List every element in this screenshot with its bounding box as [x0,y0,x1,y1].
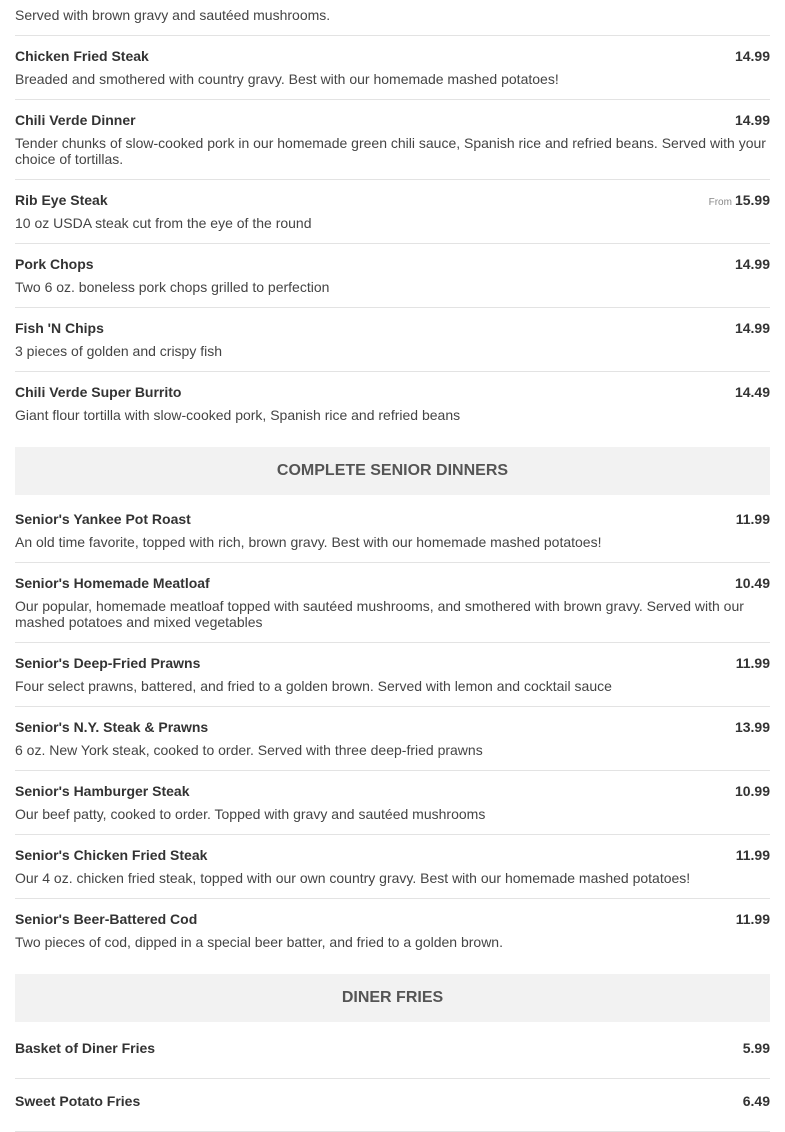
item-description: Breaded and smothered with country gravy. Best with our homemade mashed potatoes! [15,71,559,87]
fries-list [15,1022,770,1132]
item-description: Four select prawns, battered, and fried to a golden brown. Served with lemon and cocktail sauce [15,678,612,694]
item-description: 6 oz. New York steak, cooked to order. Served with three deep-fried prawns [15,742,483,758]
item-name: Fish 'N Chips [15,320,104,336]
item-price: 14.99 [734,256,770,272]
menu-item[interactable] [15,1022,770,1079]
item-price: 11.99 [735,511,770,527]
item-name: Senior's N.Y. Steak & Prawns [15,719,209,735]
item-description: Two 6 oz. boneless pork chops grilled to perfection [15,279,330,295]
menu-item[interactable] [15,1079,770,1132]
item-name: Senior's Deep-Fried Prawns [15,655,201,671]
menu-item[interactable] [15,100,770,180]
menu-item[interactable] [15,244,770,308]
menu-item[interactable] [15,495,770,563]
item-name: Senior's Yankee Pot Roast [15,511,191,527]
item-name: Senior's Chicken Fried Steak [15,847,208,863]
item-name: Chili Verde Super Burrito [15,384,182,400]
item-price: 11.99 [735,911,770,927]
menu-item[interactable] [15,372,770,435]
menu-item[interactable] [15,643,770,707]
item-price: 10.99 [734,783,770,799]
item-price: 13.99 [734,719,770,735]
item-description: Our 4 oz. chicken fried steak, topped with our own country gravy. Best with our homemade mashed potatoes! [15,870,691,886]
menu-item[interactable] [15,180,770,244]
item-name: Basket of Diner Fries [15,1040,156,1056]
item-description: Served with brown gravy and sautéed mushrooms. [15,0,770,36]
item-name: Pork Chops [15,256,94,272]
menu-item[interactable] [15,899,770,962]
item-description: 3 pieces of golden and crispy fish [15,343,223,359]
item-price: 14.99 [734,320,770,336]
item-name: Senior's Hamburger Steak [15,783,190,799]
item-price: 11.99 [735,655,770,671]
menu-item[interactable] [15,308,770,372]
item-name: Sweet Potato Fries [15,1093,141,1109]
item-description: Two pieces of cod, dipped in a special beer batter, and fried to a golden brown. [15,934,503,950]
menu-item[interactable] [15,771,770,835]
item-description: Our beef patty, cooked to order. Topped with gravy and sautéed mushrooms [15,806,486,822]
section-header-diner-fries: DINER FRIES [15,974,770,1022]
menu-item[interactable] [15,36,770,100]
menu-item[interactable] [15,707,770,771]
item-description: An old time favorite, topped with rich, brown gravy. Best with our homemade mashed potatoes! [15,534,602,550]
item-name: Senior's Beer-Battered Cod [15,911,198,927]
item-description: Tender chunks of slow-cooked pork in our homemade green chili sauce, Spanish rice and refried beans. Served with your choice of tortillas. [15,135,766,167]
price-prefix: From [708,197,732,208]
item-price: 14.99 [734,112,770,128]
item-description: Our popular, homemade meatloaf topped with sautéed mushrooms, and smothered with brown gravy. Served with our mashed potatoes and mixed vegetables [15,598,744,630]
menu-item[interactable] [15,835,770,899]
item-name: Chili Verde Dinner [15,112,136,128]
item-price: 6.49 [742,1093,770,1109]
item-name: Senior's Homemade Meatloaf [15,575,210,591]
item-name: Chicken Fried Steak [15,48,149,64]
item-price: 11.99 [735,847,770,863]
item-description: 10 oz USDA steak cut from the eye of the round [15,215,312,231]
item-price: 15.99 [734,192,770,208]
item-name: Rib Eye Steak [15,192,108,208]
menu-page [15,0,770,1132]
menu-item[interactable] [15,563,770,643]
item-price: 10.49 [734,575,770,591]
item-price: 14.99 [734,48,770,64]
item-price: 14.49 [734,384,770,400]
item-description: Giant flour tortilla with slow-cooked pork, Spanish rice and refried beans [15,407,461,423]
item-price: 5.99 [742,1040,770,1056]
section-header-senior-dinners: COMPLETE SENIOR DINNERS [15,447,770,495]
